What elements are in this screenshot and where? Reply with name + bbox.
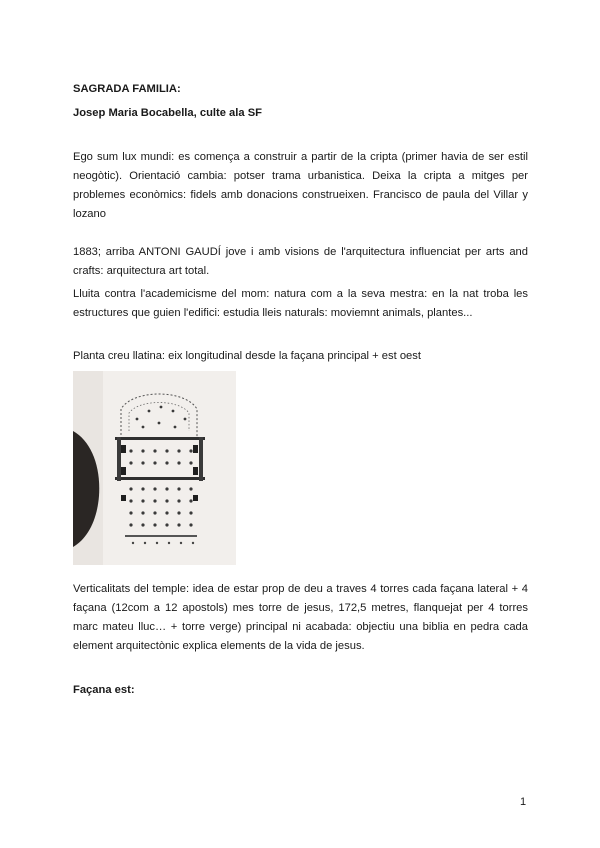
paragraph-cripta: Ego sum lux mundi: es comença a construir a partir de la cripta (primer havia de ser estil neogòtic). Orientació cambia: potser trama urbanistica. Deixa la cripta a mitges per problemes econòmics: fidels amb donacions construeixen. Francisco de paula del Villar y lozano [73,151,528,220]
section-heading-facana-est: Façana est: [73,684,135,696]
page-number: 1 [520,796,527,808]
floor-plan-photo [73,371,236,565]
paragraph-planta: Planta creu llatina: eix longitudinal desde la façana principal + est oest [73,350,421,362]
paragraph-gaudi-arrival: 1883; arriba ANTONI GAUDÍ jove i amb visions de l'arquitectura influenciat per arts and crafts: arquitectura art total. [73,246,528,277]
paragraph-verticalitats: Verticalitats del temple: idea de estar prop de deu a traves 4 torres cada façana lateral + 4 façana (12com a 12 apostols) mes torre de jesus, 172,5 metres, flanquejat per 4 torres marc mateu lluc… + torre verge) principal ni acabada: objectiu una biblia en pedra cada element arquitectònic explica elements de la vida de jesus. [73,583,528,652]
document-title: SAGRADA FAMILIA: [73,83,181,95]
floor-plan-drawing [73,371,236,565]
paragraph-natura: Lluita contra l'academicisme del mom: natura com a la seva mestra: en la nat troba les estructures que guien l'edifici: estudia lleis naturals: moviemnt animals, plantes... [73,288,528,319]
document-subtitle: Josep Maria Bocabella, culte ala SF [73,107,263,119]
